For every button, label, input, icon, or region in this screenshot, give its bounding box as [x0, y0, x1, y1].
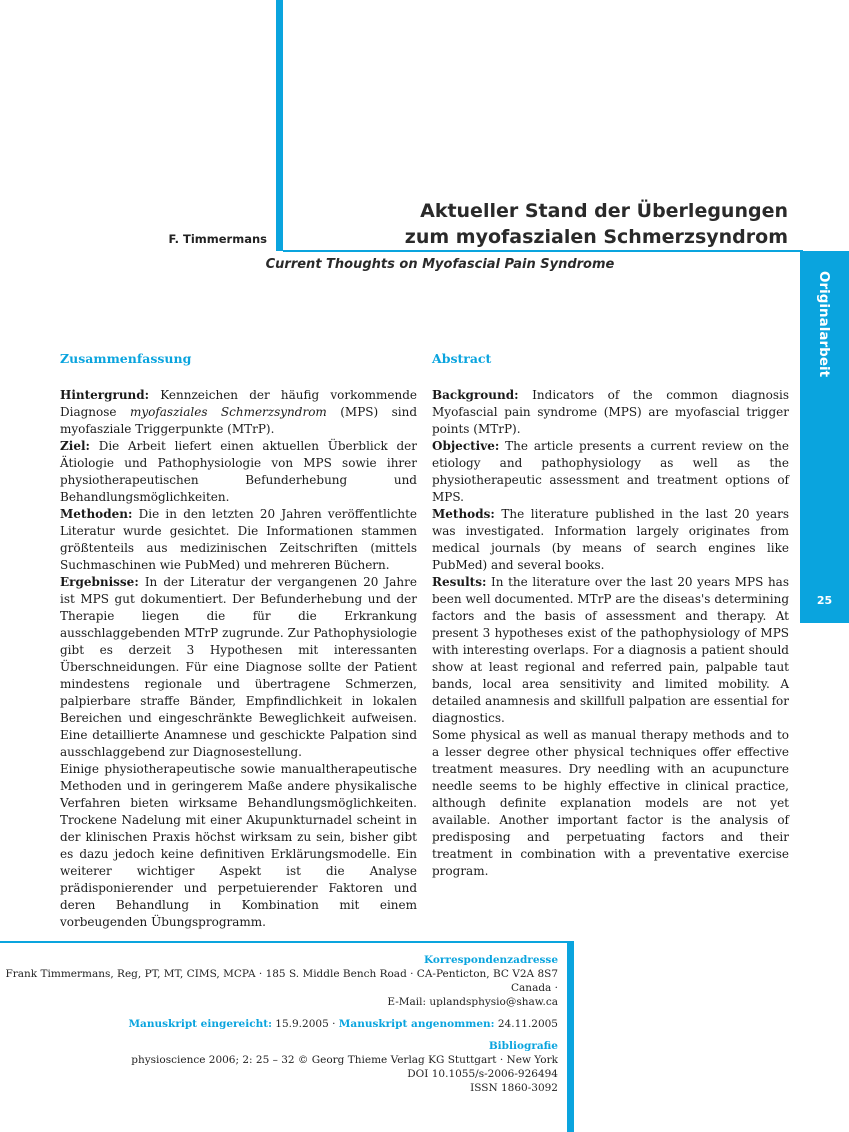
title-line-1: Aktueller Stand der Überlegungen [420, 200, 788, 222]
german-closing: Einige physiotherapeutische sowie manualtherapeutische Methoden und in geringerem Maße andere physikalische Verfahren bieten wirksame Behandlungsmöglichkeiten. Trockene Nadelung mit einer Akupunkturnadel scheint in der klinischen Praxis höchst wirksam zu sein, bisher gibt es dazu jedoch keine definitiven Erklärungsmodelle. Ein weiterer wichtiger Aspekt ist die Analyse prädisponierender und perpetuierender Faktoren und deren Behandlung in Kombination mit einem vorbeugenden Übungsprogramm. [60, 762, 417, 929]
label: Methods: [432, 507, 495, 521]
title-rule [283, 250, 803, 252]
german-abstract [60, 350, 417, 931]
german-aim: Ziel: Die Arbeit liefert einen aktuellen Überblick der Ätiologie und Pathophysiologie von MPS sowie ihrer physiotherapeutischen Befunderhebung und Behandlungsmöglichkeiten. [60, 439, 417, 504]
side-tab [800, 251, 849, 623]
label: Background: [432, 388, 519, 402]
english-background: Background: Indicators of the common diagnosis Myofascial pain syndrome (MPS) are myofascial trigger points (MTrP). [432, 388, 789, 436]
label: Ergebnisse: [60, 575, 139, 589]
citation: physioscience 2006; 2: 25 – 32 © Georg Thieme Verlag KG Stuttgart · New York [131, 1054, 558, 1066]
english-closing: Some physical as well as manual therapy methods and to a lesser degree other physical techniques offer effective treatment measures. Dry needling with an acupuncture needle seems to be highly effective in clinical practice, although definite explanation models are not yet available. Another important factor is the analysis of predisposing and perpetuating factors and their treatment in combination with a preventative exercise program. [432, 728, 789, 878]
german-background: Hintergrund: Kennzeichen der häufig vorkommende Diagnose myofasziales Schmerzsyndrom (MPS) sind myofasziale Triggerpunkte (MTrP). [60, 388, 418, 436]
article-category: Originalarbeit [816, 271, 832, 378]
german-heading: Zusammenfassung [60, 351, 192, 366]
title-line-2: zum myofaszialen Schmerzsyndrom [404, 226, 788, 248]
german-results: Ergebnisse: In der Literatur der vergangenen 20 Jahre ist MPS gut dokumentiert. Der Befunderhebung und der Therapie liegen die für die Erkrankung ausschlaggebenden MTrP zugrunde. Zur Pathophysiologie gibt es derzeit 3 Hypothesen mit interessanten Überschneidungen. Für eine Diagnose sollte der Patient mindestens regionale und übertragene Schmerzen, palpierbare straffe Bänder, Empfindlichkeit in lokalen Bereichen und eingeschränkte Beweglichkeit aufweisen. Eine detaillierte Anamnese und geschickte Palpation sind ausschlaggebend zur Diagnosestellung. [60, 575, 417, 759]
footer-accent-bar [567, 941, 574, 1132]
english-abstract [432, 350, 789, 880]
page-number: 25 [816, 594, 833, 607]
english-methods: Methods: The literature published in the last 20 years was investigated. Information largely originates from medical journals (by means of search engines like PubMed) and several books. [432, 507, 789, 572]
label: Objective: [432, 439, 500, 453]
footer [0, 953, 558, 1095]
doi: DOI 10.1055/s-2006-926494 [407, 1068, 558, 1080]
label: Ziel: [60, 439, 90, 453]
correspondence-email: E-Mail: uplandsphysio@shaw.ca [387, 996, 558, 1008]
english-results: Results: In the literature over the last 20 years MPS has been well documented. MTrP are the diseas's determining factors and the basis of assessment and therapy. At present 3 hypotheses exist of the pathophysiology of MPS with interesting overlaps. For a diagnosis a patient should show at least regional and referred pain, palpable taut bands, local area sensitivity and limited mobility. A detailed anamnesis and skillfull palpation are essential for diagnostics. [432, 575, 789, 725]
english-subtitle: Current Thoughts on Myofascial Pain Syndrome [265, 257, 615, 272]
article-title [405, 198, 788, 250]
received-label: Manuskript eingereicht: [128, 1018, 272, 1030]
issn: ISSN 1860-3092 [470, 1082, 558, 1094]
correspondence-address: Frank Timmermans, Reg, PT, MT, CIMS, MCPA · 185 S. Middle Bench Road · CA-Penticton, BC V2A 8S7 Canada · [5, 968, 558, 994]
english-heading: Abstract [432, 351, 492, 366]
footer-rule [0, 941, 567, 943]
correspondence-label: Korrespondenzadresse [423, 954, 558, 966]
author-name: F. Timmermans [168, 232, 267, 246]
received-date: 15.9.2005 · [271, 1018, 339, 1030]
manuscript-dates [0, 1017, 558, 1031]
bibliography-label: Bibliografie [488, 1040, 558, 1052]
top-accent-bar [276, 0, 283, 251]
accepted-label: Manuskript angenommen: [338, 1018, 495, 1030]
german-methods: Methoden: Die in den letzten 20 Jahren veröffentlichte Literatur wurde gesichtet. Die Informationen stammen größtenteils aus medizinischen Zeitschriften (mittels Suchmaschinen wie PubMed) und mehreren Büchern. [60, 507, 417, 572]
accepted-date: 24.11.2005 [494, 1018, 558, 1030]
label: Hintergrund: [60, 388, 150, 402]
label: Results: [432, 575, 487, 589]
label: Methoden: [60, 507, 133, 521]
english-objective: Objective: The article presents a current review on the etiology and pathophysiology as well as the physiotherapeutic assessment and treatment options of MPS. [432, 439, 789, 504]
